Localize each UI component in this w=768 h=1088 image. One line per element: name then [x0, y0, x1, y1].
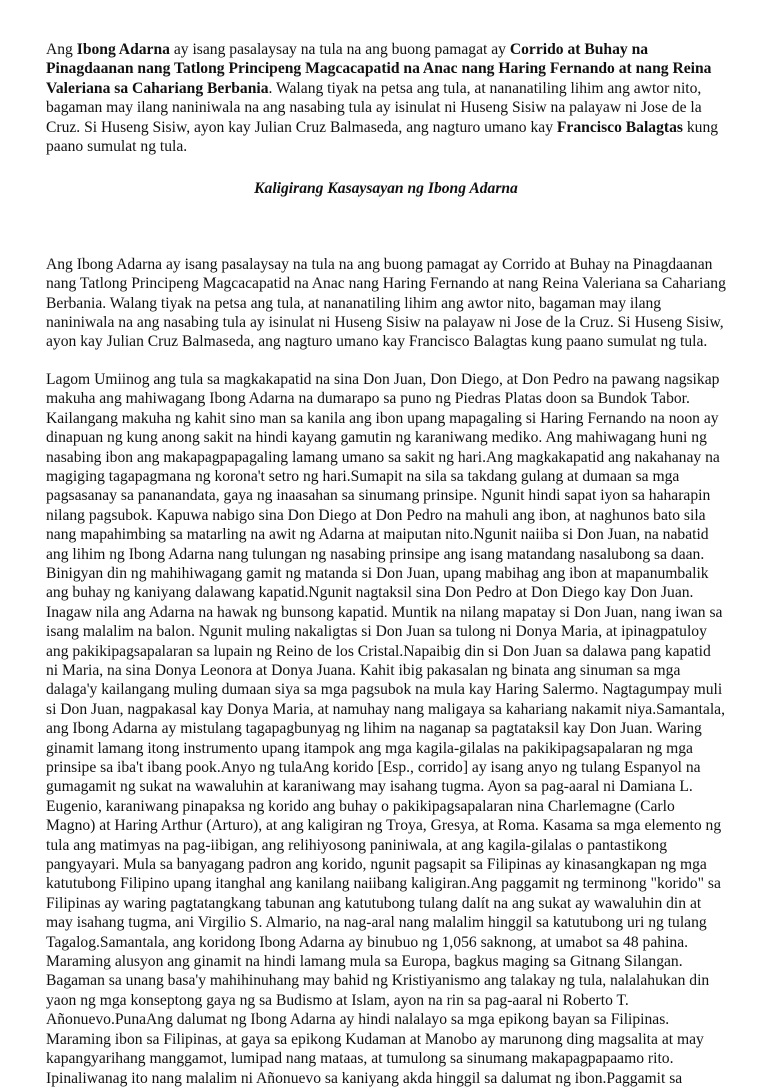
intro-bold-title: Ibong Adarna [76, 41, 170, 58]
intro-text-1: Ang [46, 41, 77, 58]
intro-bold-balagtas: Francisco Balagtas [556, 118, 683, 136]
intro-bold-full-title: Corrido at Buhay na Pinagdaanan nang Tatlong Principeng Magcacapatid na Anac nang Haring Fernando at nang Reina Valeriana sa Cahariang Berbania [46, 41, 712, 97]
intro-paragraph [46, 40, 726, 156]
intro-text-4: kung paano sumulat ng tula. [46, 118, 719, 156]
body-paragraph-2: Lagom Umiinog ang tula sa magkakapatid na sina Don Juan, Don Diego, at Don Pedro na pawang nagsikap makuha ang mahiwagang Ibong Adarna na dumarapo sa puno ng Piedras Platas doon sa Bundok Tabor. Kailangang makuha ng kahit sino man sa kanila ang ibon upang mapagaling si Haring Fernando na noon ay dinapuan ng kung anong sakit na hindi kayang gamutin ng karaniwang mediko. Ang mahiwagang huni ng nasabing ibon ang makapagpapagaling lamang umano sa sakit ng hari.Ang magkakapatid ang nakahanay na magiging tagapagmana ng korona't setro ng hari.Sumapit na sila sa takdang gulang at dumaan sa mga pagsasanay sa pananandata, gaya ng inaasahan sa sinumang prinsipe. Ngunit hindi sapat iyon sa haharapin nilang pagsubok. Kapuwa nabigo sina Don Diego at Don Pedro na mahuli ang ibon, at naghunos bato sila nang mapahimbing sa matarling na awit ng Adarna at maiputan nito.Ngunit naiiba si Don Juan, na nabatid ang lihim ng Ibong Adarna nang tulungan ng nasabing prinsipe ang isang matandang nasalubong sa daan. Binigyan din ng mahihiwagang gamit ng matanda si Don Juan, upang mabihag ang ibon at mapanumbalik ang buhay ng kaniyang dalawang kapatid.Ngunit nagtaksil sina Don Pedro at Don Diego kay Don Juan. Inagaw nila ang Adarna na hawak ng bunsong kapatid. Muntik na nilang mapatay si Don Juan, nang iwan sa isang malalim na balon. Ngunit muling nakaligtas si Don Juan sa tulong ni Donya Maria, at ipinagpatuloy ang pakikipagsapalaran sa lupain ng Reino de los Cristal.Napaibig din si Don Juan sa dalawa pang kapatid ni Maria, na sina Donya Leonora at Donya Juana. Kahit ibig pakasalan ng binata ang sinuman sa mga dalaga'y kailangang muling dumaan siya sa mga pagsubok na mula kay Haring Salermo. Nagtagumpay muli si Don Juan, nagpakasal kay Donya Maria, at namuhay nang maligaya sa kahariang nakamit niya.Samantala, ang Ibong Adarna ay mistulang tagapagbunyag ng lihim na naganap sa pagtataksil kay Don Juan. Waring ginamit lamang itong instrumento upang itampok ang mga kagila-gilalas na pakikipagsapalaran ng mga prinsipe sa iba't ibang pook.Anyo ng tulaAng korido [Esp., corrido] ay isang anyo ng tulang Espanyol na gumagamit ng sukat na wawaluhin at karaniwang may isahang tugma. Ayon sa pag-aaral ni Damiana L. Eugenio, karaniwang pinapaksa ng korido ang buhay o pakikipagsapalaran nina Charlemagne (Carlo Magno) at Haring Arthur (Arturo), at ang kaligiran ng Troya, Gresya, at Roma. Kasama sa mga elemento ng tula ang matimyas na pag-iibigan, ang relihiyosong paniniwala, at ang kagila-gilalas o pantastikong pangyayari. Mula sa banyagang padron ang korido, ngunit pagsapit sa Filipinas ay kinasangkapan ng mga katutubong Filipino upang itanghal ang kanilang naiibang kaligiran.Ang paggamit ng terminong "korido" sa Filipinas ay waring pagtatangkang tabunan ang katutubong tulang dalít na ang sukat ay wawaluhin din at may isahang tugma, ani Virgilio S. Almario, na nag-aral nang malalim hinggil sa katutubong uri ng tulang Tagalog.Samantala, ang koridong Ibong Adarna ay binubuo ng 1,056 saknong, at umabot sa 48 pahina. Maraming alusyon ang ginamit na hindi lamang mula sa Europa, bagkus maging sa Gitnang Silangan. Bagaman sa unang basa'y mahihinuhang may bahid ng Kristiyanismo ang talakay ng tula, nalalahukan din yaon ng mga konseptong gaya ng sa Budismo at Islam, ayon na rin sa pag-aaral ni Roberto T. Añonuevo.PunaAng dalumat ng Ibong Adarna ay hindi nalalayo sa mga epikong bayan sa Filipinas. Maraming ibon sa Filipinas, at gaya sa epikong Kudaman at Manobo ay marunong ding magsalita at may kapangyarihang manggamot, lumipad nang mataas, at tumulong sa sinumang makapagpapaamo rito. Ipinaliwanag ito nang malalim ni Añonuevo sa kaniyang akda hinggil sa dalumat ng ibon.Paggamit sa [46, 370, 725, 1087]
body-paragraph-1: Ang Ibong Adarna ay isang pasalaysay na tula na ang buong pamagat ay Corrido at Buhay na Pinagdaanan nang Tatlong Principeng Magcacapatid na Anac nang Haring Fernando at nang Reina Valeriana sa Cahariang Berbania. Walang tiyak na petsa ang tula, at nananatiling lihim ang awtor nito, bagaman may ilang naniniwala na ang nasabing tula ay isinulat ni Huseng Sisiw na palayaw ni Jose de la Cruz. Si Huseng Sisiw, ayon kay Julian Cruz Balmaseda, ang nagturo umano kay Francisco Balagtas kung paano sumulat ng tula. [46, 255, 726, 351]
section-heading: Kaligirang Kasaysayan ng Ibong Adarna [254, 180, 518, 198]
intro-text-2: ay isang pasalaysay na tula na ang buong pamagat ay [169, 41, 510, 58]
intro-text-3: . Walang tiyak na petsa ang tula, at nananatiling lihim ang awtor nito, bagaman may ilang naniniwala na ang nasabing tula ay isinulat ni Huseng Sisiw na palayaw ni Jose de la Cruz. Si Huseng Sisiw, ayon kay Julian Cruz Balmaseda, ang nagturo umano kay [46, 79, 702, 136]
